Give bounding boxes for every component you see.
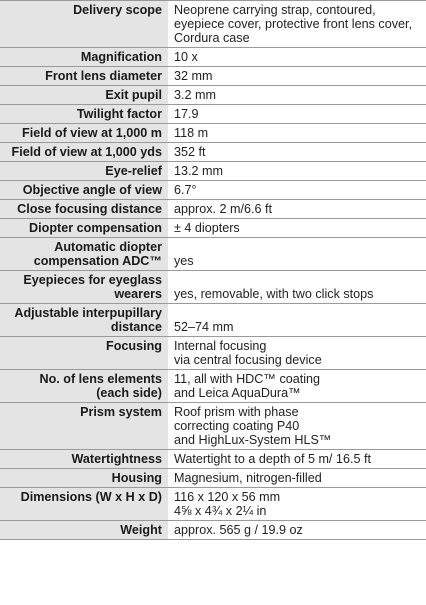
spec-row [0, 67, 426, 86]
spec-value: 118 m [168, 124, 426, 143]
spec-value: 17.9 [168, 105, 426, 124]
spec-value: Roof prism with phase correcting coating P40 and HighLux-System HLS™ [168, 403, 426, 450]
spec-label: Prism system [0, 403, 168, 450]
spec-label: No. of lens elements (each side) [0, 370, 168, 403]
spec-row [0, 200, 426, 219]
spec-label: Magnification [0, 48, 168, 67]
spec-value: yes [168, 238, 426, 271]
spec-value: yes, removable, with two click stops [168, 271, 426, 304]
spec-label: Eye-relief [0, 162, 168, 181]
spec-value: ± 4 diopters [168, 219, 426, 238]
spec-value: 52–74 mm [168, 304, 426, 337]
spec-label: Objective angle of view [0, 181, 168, 200]
spec-label: Watertightness [0, 450, 168, 469]
spec-row [0, 181, 426, 200]
spec-row [0, 1, 426, 48]
spec-row [0, 271, 426, 304]
spec-label: Close focusing distance [0, 200, 168, 219]
spec-value: 116 x 120 x 56 mm 4⅝ x 4¾ x 2¼ in [168, 488, 426, 521]
spec-value: 352 ft [168, 143, 426, 162]
spec-label: Weight [0, 521, 168, 540]
spec-value: Neoprene carrying strap, contoured, eyepiece cover, protective front lens cover, Cordura case [168, 1, 426, 48]
spec-label: Twilight factor [0, 105, 168, 124]
spec-value: 11, all with HDC™ coating and Leica AquaDura™ [168, 370, 426, 403]
spec-label: Exit pupil [0, 86, 168, 105]
spec-row [0, 124, 426, 143]
spec-value: approx. 2 m/6.6 ft [168, 200, 426, 219]
spec-value: 3.2 mm [168, 86, 426, 105]
spec-label: Dimensions (W x H x D) [0, 488, 168, 521]
spec-value: Internal focusing via central focusing device [168, 337, 426, 370]
spec-value: Watertight to a depth of 5 m/ 16.5 ft [168, 450, 426, 469]
spec-row [0, 337, 426, 370]
spec-value: 13.2 mm [168, 162, 426, 181]
spec-row [0, 48, 426, 67]
spec-value: 10 x [168, 48, 426, 67]
spec-value: 32 mm [168, 67, 426, 86]
spec-row [0, 370, 426, 403]
spec-label: Adjustable interpupillary distance [0, 304, 168, 337]
spec-row [0, 86, 426, 105]
spec-label: Housing [0, 469, 168, 488]
spec-label: Diopter compensation [0, 219, 168, 238]
spec-value: approx. 565 g / 19.9 oz [168, 521, 426, 540]
spec-row [0, 450, 426, 469]
spec-row [0, 403, 426, 450]
spec-row [0, 162, 426, 181]
spec-label: Delivery scope [0, 1, 168, 48]
spec-row [0, 105, 426, 124]
spec-row [0, 488, 426, 521]
spec-table-body [0, 1, 426, 540]
spec-row [0, 238, 426, 271]
spec-label: Field of view at 1,000 m [0, 124, 168, 143]
spec-row [0, 469, 426, 488]
spec-value: Magnesium, nitrogen-filled [168, 469, 426, 488]
spec-label: Eyepieces for eyeglass wearers [0, 271, 168, 304]
spec-label: Focusing [0, 337, 168, 370]
spec-row [0, 304, 426, 337]
spec-label: Field of view at 1,000 yds [0, 143, 168, 162]
spec-label: Front lens diameter [0, 67, 168, 86]
spec-value: 6.7° [168, 181, 426, 200]
spec-row [0, 219, 426, 238]
spec-label: Automatic diopter compensation ADC™ [0, 238, 168, 271]
spec-row [0, 521, 426, 540]
spec-row [0, 143, 426, 162]
